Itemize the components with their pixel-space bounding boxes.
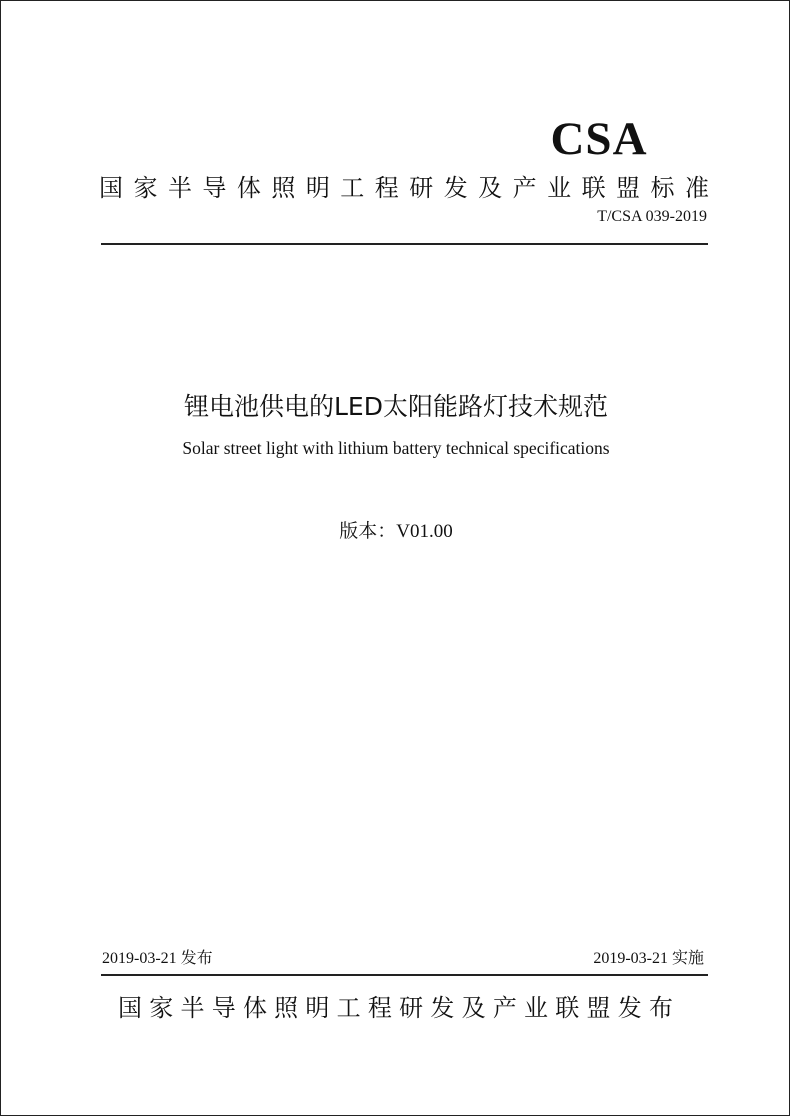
footer-divider — [101, 974, 708, 976]
document-title-english: Solar street light with lithium battery technical specifications — [182, 438, 610, 458]
publisher-name: 国家半导体照明工程研发及产业联盟发布 — [118, 994, 674, 1022]
implementation-date: 2019-03-21 实施 — [593, 950, 704, 967]
organization-header: 国家半导体照明工程研发及产业联盟标准 — [99, 174, 711, 202]
release-date: 2019-03-21 发布 — [102, 950, 213, 967]
standard-number: T/CSA 039-2019 — [597, 208, 707, 225]
version-label: 版本：V01.00 — [339, 521, 453, 542]
document-title-chinese: 锂电池供电的LED太阳能路灯技术规范 — [184, 392, 608, 421]
header-divider — [101, 243, 708, 245]
csa-logo: CSA — [550, 113, 648, 165]
